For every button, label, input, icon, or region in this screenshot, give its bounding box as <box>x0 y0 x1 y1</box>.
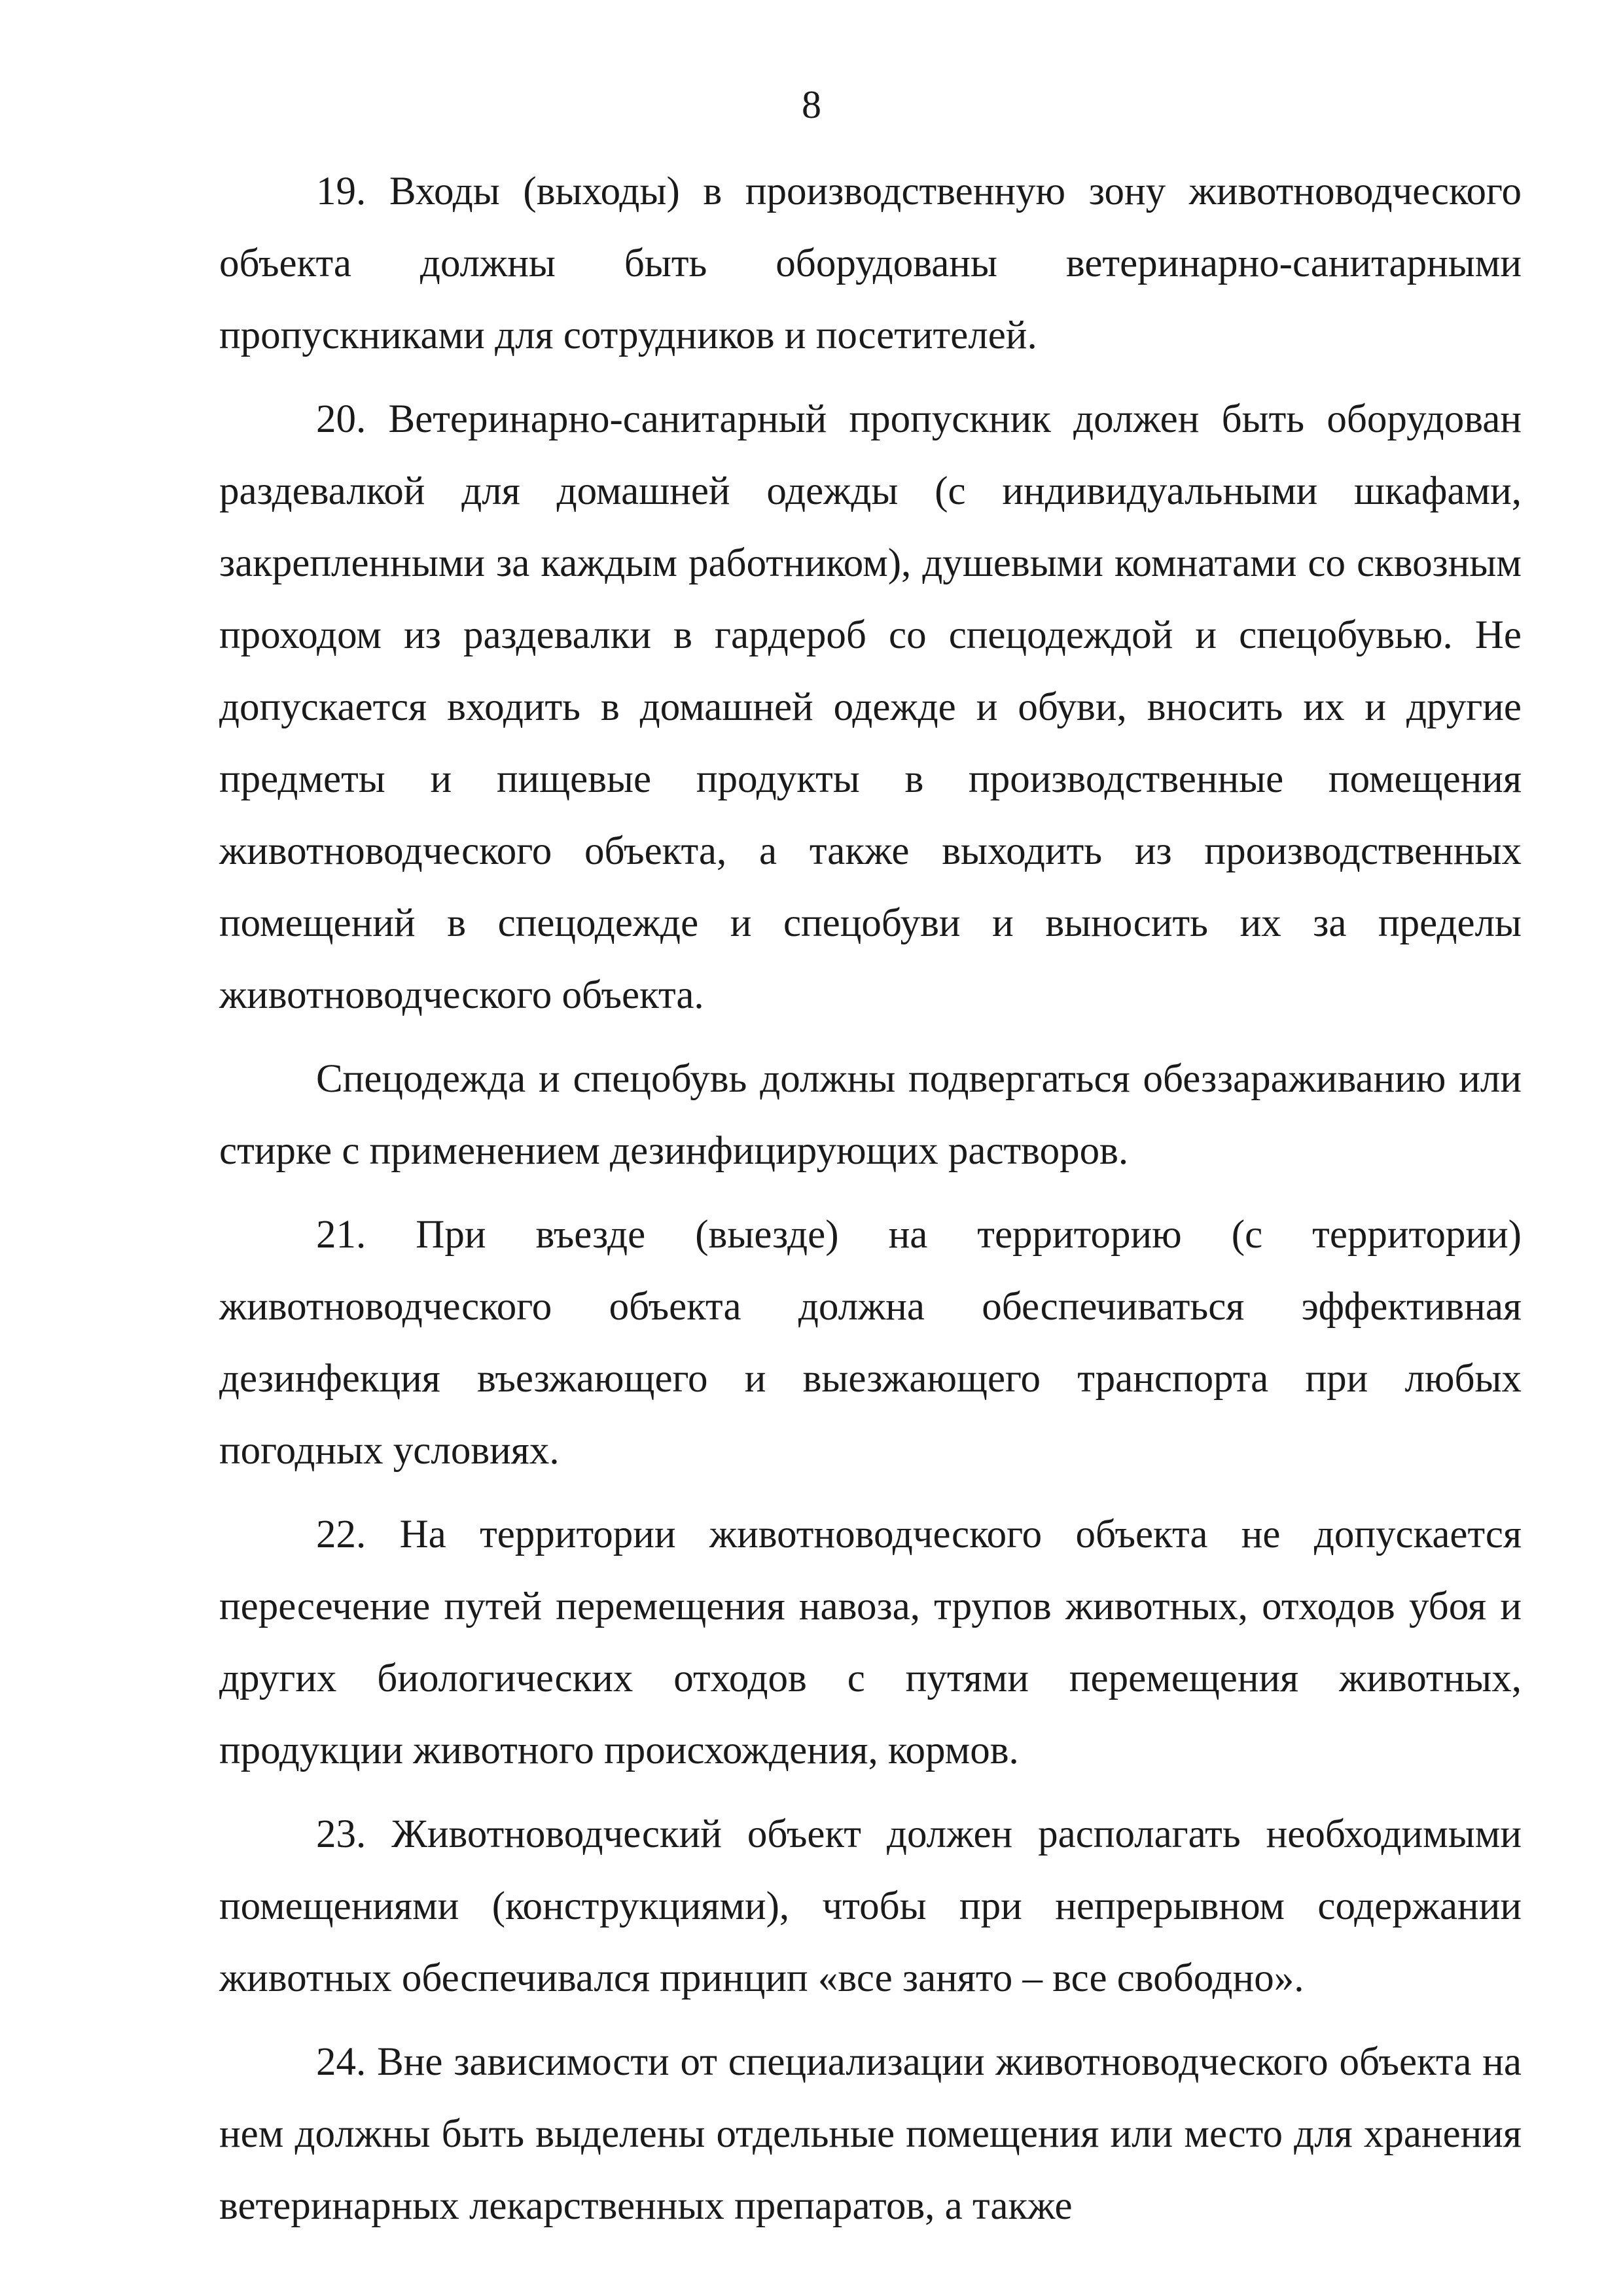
paragraph-20-continued: Спецодежда и спецобувь должны подвергаться обеззараживанию или стирке с применением дезинфицирующих растворов. <box>219 1057 1522 1173</box>
document-body <box>219 156 1522 2248</box>
paragraph-24: 24. Вне зависимости от специализации животноводческого объекта на нем должны быть выделены отдельные помещения или место для хранения ветеринарных лекарственных препаратов, а также <box>219 2040 1522 2228</box>
paragraph-21: 21. При въезде (выезде) на территорию (с территории) животноводческого объекта должна обеспечиваться эффективная дезинфекция въезжающего и выезжающего транспорта при любых погодных условиях. <box>219 1213 1522 1473</box>
page-number: 8 <box>802 83 821 126</box>
paragraph-22: 22. На территории животноводческого объекта не допускается пересечение путей перемещения навоза, трупов животных, отходов убоя и других биологических отходов с путями перемещения животных, продукции животного происхождения, кормов. <box>219 1513 1522 1772</box>
paragraph-23: 23. Животноводческий объект должен располагать необходимыми помещениями (конструкциями), чтобы при непрерывном содержании животных обеспечивался принцип «все занято – все свободно». <box>219 1812 1522 2000</box>
paragraph-19: 19. Входы (выходы) в производственную зону животноводческого объекта должны быть оборудованы ветеринарно-санитарными пропускниками для сотрудников и посетителей. <box>219 170 1522 357</box>
paragraph-20: 20. Ветеринарно-санитарный пропускник должен быть оборудован раздевалкой для домашней одежды (с индивидуальными шкафами, закрепленными за каждым работником), душевыми комнатами со сквозным проходом из раздевалки в гардероб со спецодеждой и спецобувью. Не допускается входить в домашней одежде и обуви, вносить их и другие предметы и пищевые продукты в производственные помещения животноводческого объекта, а также выходить из производственных помещений в спецодежде и спецобуви и выносить их за пределы животноводческого объекта. <box>219 397 1522 1017</box>
